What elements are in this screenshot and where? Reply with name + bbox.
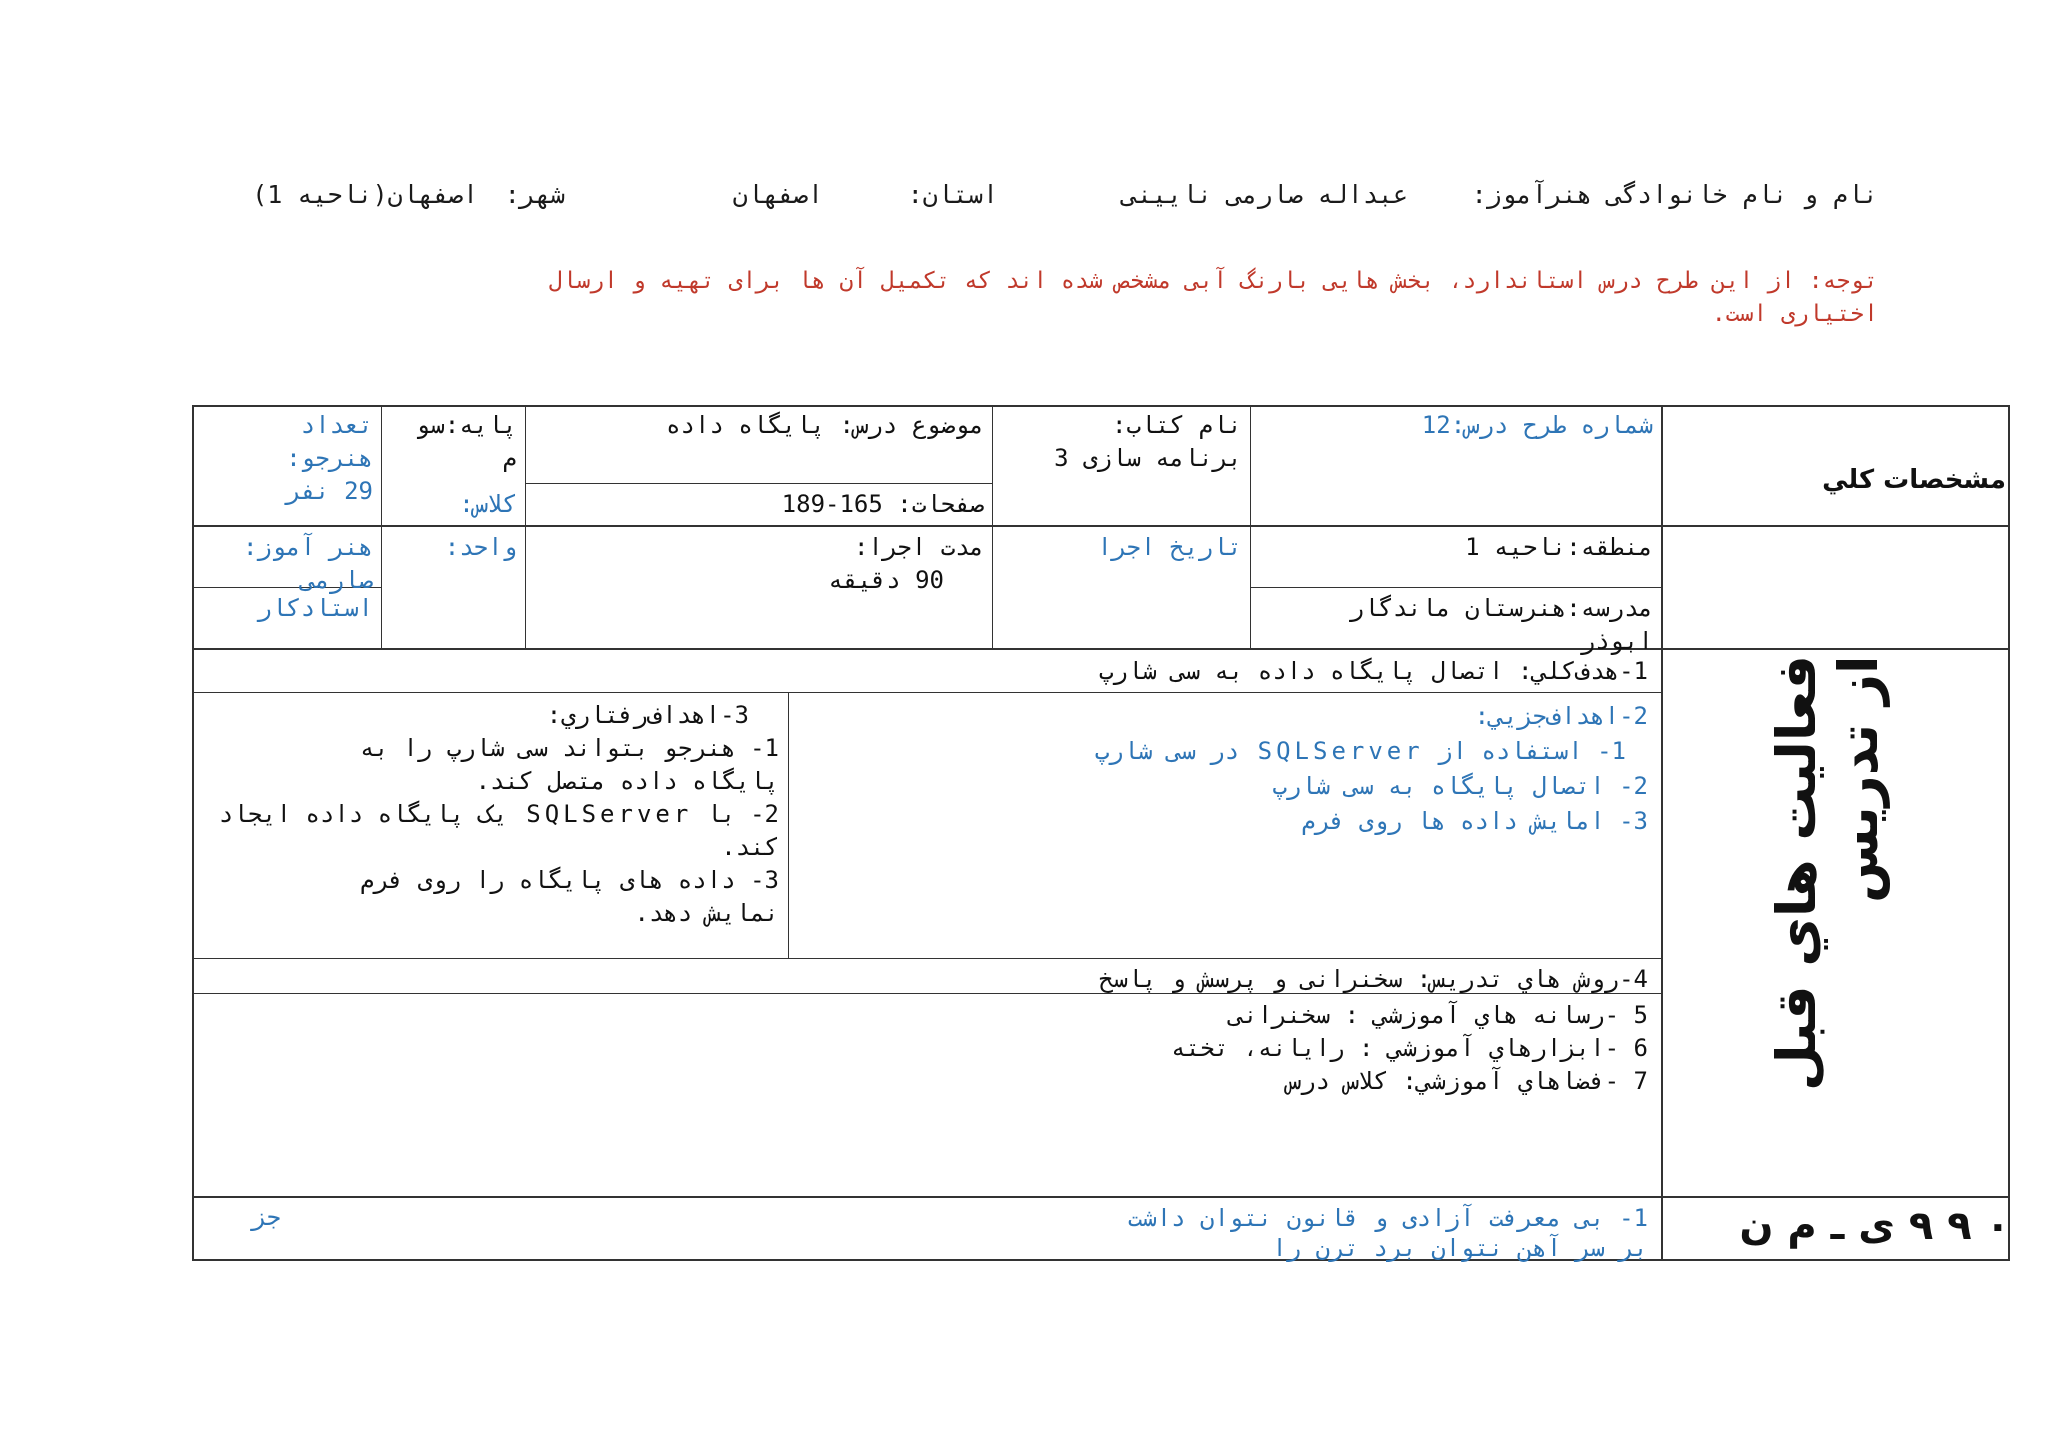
behavioral-goals-title: 3-اهداف‌رفتاري: bbox=[546, 701, 749, 729]
instructor-line-1: هنر آموز: bbox=[242, 533, 373, 561]
proverb-line-2: بر سر آهن نتوان برد ترن را bbox=[1272, 1234, 1648, 1262]
book-cell bbox=[993, 407, 1250, 477]
workshop-instructor[interactable]: استادكار bbox=[257, 594, 373, 622]
rule-h-9 bbox=[192, 1196, 2010, 1198]
student-count-line-1: تعداد bbox=[300, 411, 373, 439]
city-label: شهر: bbox=[504, 180, 565, 209]
proverb-line-1: 1- بی معرفت آزادی و قانون نتوان داشت bbox=[1127, 1204, 1648, 1232]
behavioral-line-3: 2- با SQLServer یک پایگاه داده ایجاد bbox=[218, 800, 779, 828]
rule-h-4 bbox=[1250, 587, 1662, 588]
pre-teaching-activities-label: فعاليت هاي قبل از تدريس bbox=[1765, 655, 1890, 1092]
duration-value: 90 دقیقه bbox=[828, 566, 944, 594]
class-label[interactable]: کلاس: bbox=[459, 490, 517, 518]
teaching-tools: 6 -ابزارهاي آموزشي : رایانه، تخته bbox=[1171, 1034, 1648, 1062]
lesson-plan-number[interactable]: شماره طرح درس:12 bbox=[1421, 411, 1653, 439]
proverb bbox=[194, 1201, 1656, 1265]
teacher-name: عبداله صارمی نایینی bbox=[1122, 180, 1408, 209]
grade-cell bbox=[382, 407, 525, 477]
school-line-1: مدرسه:هنرستان ماندگار bbox=[1349, 594, 1653, 622]
general-specs-label: مشخصات كلي bbox=[1822, 465, 2006, 495]
rule-h-6 bbox=[192, 692, 1662, 693]
school-line-2: ابوذر bbox=[1580, 627, 1653, 655]
region: منطقه:ناحیه 1 bbox=[1465, 533, 1653, 561]
notice-line-2: اختیاری است. bbox=[1711, 301, 1878, 327]
teaching-spaces: 7 -فضاهاي آموزشي: كلاس درس bbox=[1286, 1067, 1648, 1095]
school-cell bbox=[1251, 590, 1661, 660]
province-label: استان: bbox=[907, 180, 998, 209]
teaching-media: 5 -رسانه هاي آموزشي : سخنرانی bbox=[1228, 1001, 1648, 1029]
province-value: اصفهان bbox=[732, 180, 823, 209]
notice-line-1: توجه: از این طرح درس استاندارد، بخش هایی بارنگ آبی مشخص شده اند که تکمیل آن ها برای تهیه و ارسال bbox=[548, 268, 1878, 294]
duration-label: مدت اجرا: bbox=[853, 533, 984, 561]
teacher-label: نام و نام خانوادگی هنرآموز: bbox=[1471, 180, 1878, 209]
behavioral-line-2: پایگاه داده متصل کند. bbox=[475, 767, 779, 795]
instructor-cell[interactable] bbox=[194, 529, 381, 599]
proverb-left-fragment: جز bbox=[252, 1203, 281, 1231]
unit-label[interactable]: واحد: bbox=[444, 533, 517, 561]
rule-v-side bbox=[1661, 405, 1663, 1261]
book-label: نام کتاب: bbox=[1111, 411, 1242, 439]
city-value: اصفهان(ناحیه 1) bbox=[252, 180, 478, 209]
student-count[interactable] bbox=[194, 407, 381, 510]
lesson-subject: موضوع درس: پایگاه داده bbox=[666, 411, 984, 439]
grade-line-1: پایه:سو bbox=[415, 411, 517, 439]
rule-h-2 bbox=[192, 525, 2010, 527]
side-bottom-fragment: ۰ ۹ ۹ ی ـ م ن bbox=[1739, 1203, 2010, 1249]
book-name: برنامه سازی 3 bbox=[1054, 444, 1242, 472]
rule-h-7 bbox=[192, 958, 1662, 959]
partial-goal-2: 2- اتصال پایگاه به سی شارپ bbox=[1272, 772, 1648, 800]
partial-goals bbox=[790, 697, 1656, 841]
pages: صفحات: 165-189 bbox=[781, 490, 984, 518]
behavioral-line-4: کند. bbox=[721, 833, 779, 861]
execution-date[interactable]: تاريخ اجرا bbox=[1097, 533, 1242, 561]
teaching-method: 4-روش هاي تدريس: سخنرانی و پرسش و پاسخ bbox=[1098, 965, 1648, 993]
grade-line-2: م bbox=[502, 444, 517, 472]
behavioral-line-5: 3- داده های پایگاه را روی فرم bbox=[359, 866, 779, 894]
student-count-line-2: هنرجو: bbox=[286, 444, 373, 472]
student-count-line-3: 29 نفر bbox=[286, 477, 373, 505]
partial-goals-title: 2-اهداف‌جزيي: bbox=[1474, 702, 1648, 730]
behavioral-line-1: 1- هنرجو بتواند سی شارپ را به bbox=[359, 734, 779, 762]
behavioral-goals bbox=[194, 697, 787, 932]
rule-h-5 bbox=[192, 648, 2010, 650]
rule-v-5 bbox=[788, 692, 789, 959]
rule-h-1 bbox=[525, 483, 992, 484]
partial-goal-3: 3- امایش داده ها روی فرم bbox=[1301, 807, 1648, 835]
behavioral-line-6: نمایش دهد. bbox=[634, 899, 779, 927]
media-tools-spaces bbox=[194, 997, 1656, 1100]
instructor-line-2: صارمی bbox=[300, 566, 373, 594]
duration-cell bbox=[526, 529, 992, 599]
general-goal: 1-هدف‌كلي: اتصال پایگاه داده به سی شارپ bbox=[1098, 657, 1648, 685]
partial-goal-1: 1- استفاده از SQLServer در سی شارپ bbox=[1094, 737, 1626, 765]
